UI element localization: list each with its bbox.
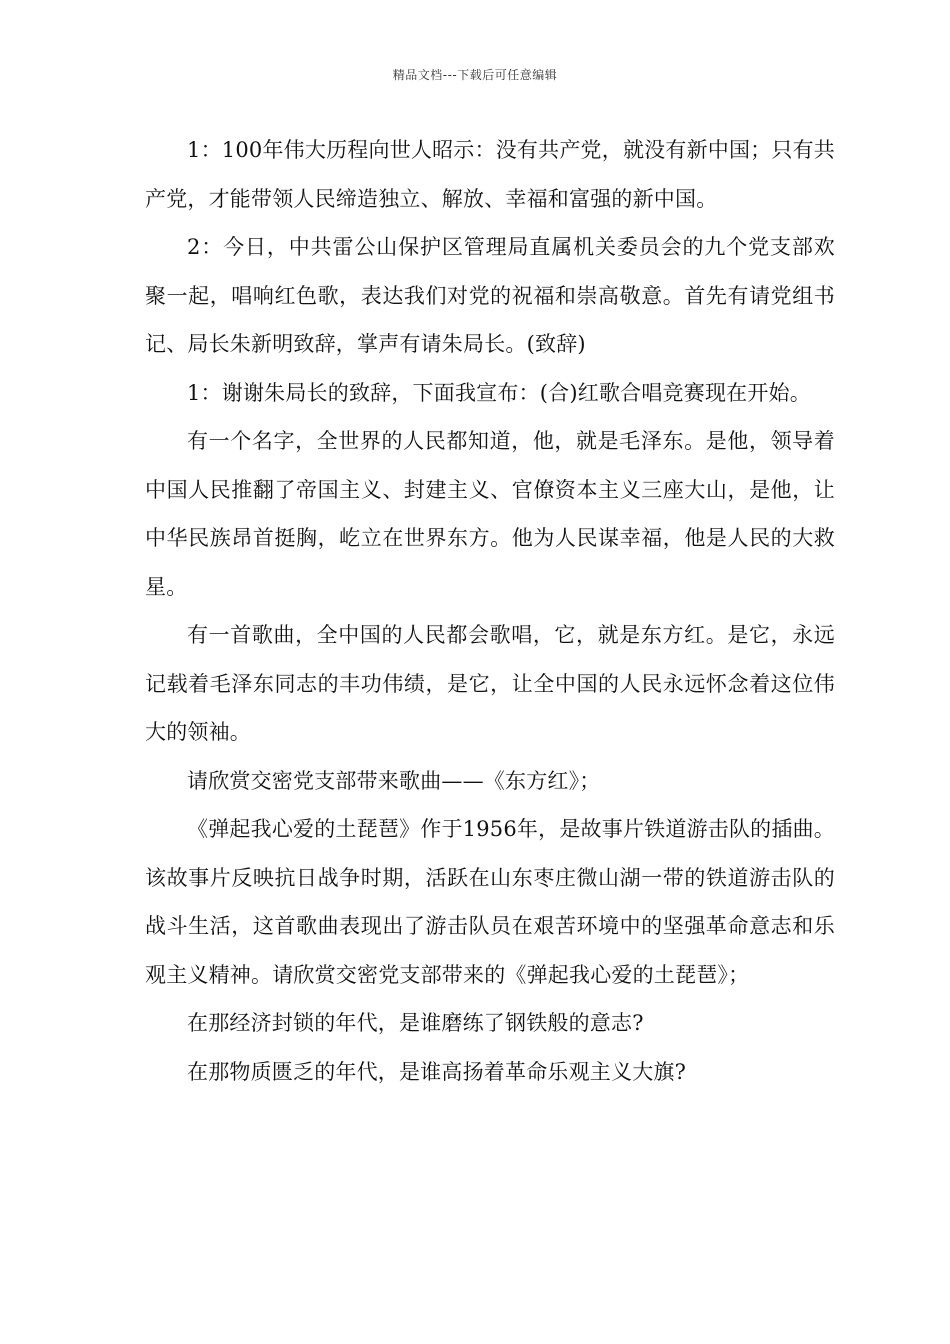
- paragraph: 在那经济封锁的年代，是谁磨练了钢铁般的意志?: [187, 1011, 644, 1035]
- paragraph: 有一首歌曲，全中国的人民都会歌唱，它，就是东方红。是它，永远记载着毛泽东同志的丰功伟绩，是它，让全中国的人民永远怀念着这位伟大的领袖。: [145, 623, 835, 744]
- paragraph: 请欣赏交密党支部带来歌曲——《东方红》；: [187, 768, 601, 793]
- paragraph: 1：谢谢朱局长的致辞，下面我宣布：(合)红歌合唱竞赛现在开始。: [187, 380, 811, 405]
- paragraph: 1：100年伟大历程向世人昭示：没有共产党，就没有新中国；只有共产党，才能带领人民缔造独立、解放、幸福和富强的新中国。: [145, 138, 835, 211]
- page-header: 精品文档---下载后可任意编辑: [392, 68, 558, 82]
- paragraph: 在那物质匮乏的年代，是谁高扬着革命乐观主义大旗?: [187, 1059, 687, 1084]
- document-body: [145, 126, 835, 1096]
- paragraph: 《弹起我心爱的土琵琶》作于1956年，是故事片铁道游击队的插曲。该故事片反映抗日战争时期，活跃在山东枣庄微山湖一带的铁道游击队的战斗生活，这首歌曲表现出了游击队员在艰苦环境中的坚强革命意志和乐观主义精神。请欣赏交密党支部带来的《弹起我心爱的土琵琶》；: [145, 817, 835, 987]
- paragraph: 有一个名字，全世界的人民都知道，他，就是毛泽东。是他，领导着中国人民推翻了帝国主义、封建主义、官僚资本主义三座大山，是他，让中华民族昂首挺胸，屹立在世界东方。他为人民谋幸福，他是人民的大救星。: [145, 429, 835, 599]
- paragraph: 2：今日，中共雷公山保护区管理局直属机关委员会的九个党支部欢聚一起，唱响红色歌，表达我们对党的祝福和崇高敬意。首先有请党组书记、局长朱新明致辞，掌声有请朱局长。(致辞): [145, 235, 835, 356]
